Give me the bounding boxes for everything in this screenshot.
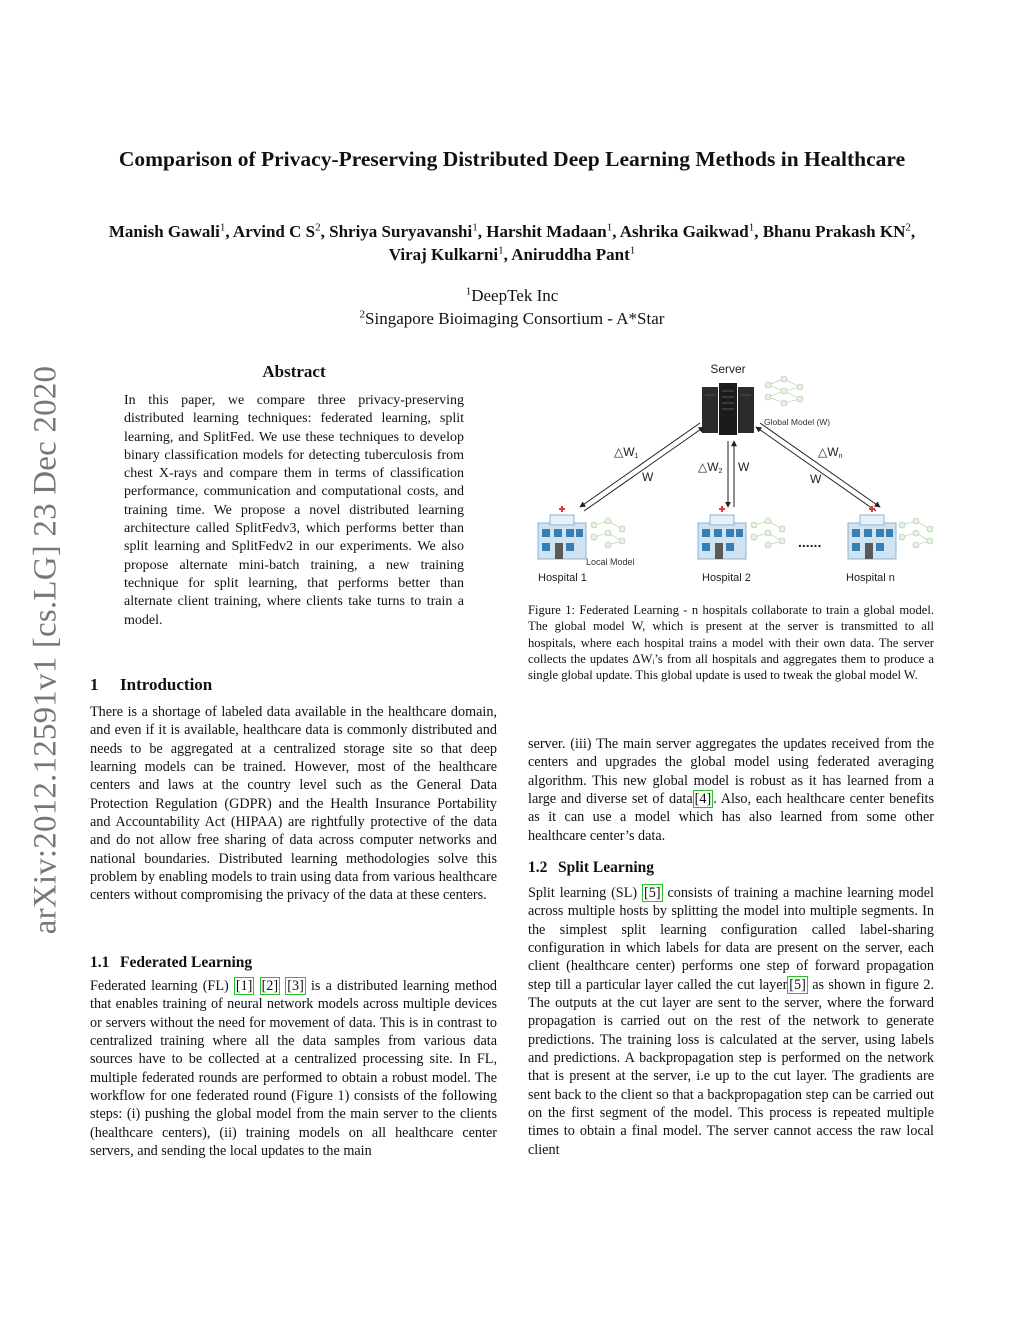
global-model-network-icon bbox=[765, 376, 803, 406]
federated-learning-paragraph: Federated learning (FL) [1] [2] [3] is a distributed learning method that enables training of neural network models across multiple devices or servers without the need for movement of data. This is in contrast to centralized training where all the data samples from various data sources have to be collected at a centralized processing site. In FL, multiple federated rounds are performed to obtain a robust model. The workflow for one federated round (Figure 1) consists of the following steps: (i) pushing the global model from the main server to the clients (healthcare centers), (ii) training models on all healthcare center servers, and sending the local updates to the main bbox=[90, 978, 498, 1160]
server-icon bbox=[702, 383, 754, 435]
affiliation: $^1$DeepTek Inc bbox=[465, 285, 559, 305]
local-model-network-icon bbox=[899, 518, 933, 548]
arxiv-side-label bbox=[18, 350, 74, 950]
subsection-heading: 1.1 Federated Learning bbox=[90, 954, 253, 971]
delta-w-label: △W2 bbox=[698, 460, 723, 475]
author: Bhanu Prakash KN bbox=[762, 222, 906, 241]
w-label: W bbox=[738, 460, 750, 474]
split-learning-paragraph: Split learning (SL) [5] consists of training a machine learning model across multiple hosts by splitting the model into multiple segments. In the simplest split learning configuration called label-sharing configuration in which labels for data are present on the server, each client (healthcare center) performs one step of forward propagation step till a particular layer called the cut layer [5] as shown in figure 2. The outputs at the cut layer are sent to the server, where the forward propagation is carried out on the rest of the network to generate predictions. The training loss is calculated at the server, using labels and predictions. A backpropagation step is performed on the network that is present at the server, i.e up to the cut layer. The gradients are sent back to the client so that a backpropagation step can be carried out on the first segment of the model. This process is repeated multiple times to obtain a final model. The server cannot access the raw local client bbox=[528, 885, 934, 1158]
author: Manish Gawali bbox=[108, 222, 220, 241]
update-arrows bbox=[580, 423, 880, 511]
w-label: W bbox=[810, 472, 822, 486]
citation-link[interactable]: [5] bbox=[789, 976, 806, 993]
author: Aniruddha Pant bbox=[511, 245, 630, 264]
section-heading: 1 Introduction bbox=[90, 675, 213, 694]
local-model-label: Local Model bbox=[586, 557, 635, 567]
local-model-network-icon bbox=[591, 518, 625, 548]
author: Harshit Madaan bbox=[486, 222, 607, 241]
subsection-heading: 1.2 Split Learning bbox=[528, 859, 655, 876]
affiliations bbox=[200, 284, 824, 330]
author: Shriya Suryavanshi bbox=[329, 222, 473, 241]
local-model-network-icon bbox=[751, 518, 785, 548]
hospital-icon bbox=[698, 506, 746, 559]
hospital-label: Hospital 2 bbox=[702, 572, 751, 584]
federated-learning-continued: server. (iii) The main server aggregates the updates received from the centers and upgrades the global model using federated averaging algorithm. This new global model is robust as it has learned from a large and diverse set of data [4] . Also, each healthcare center benefits as it can use a model which has also learned from some other healthcare center’s data. bbox=[528, 736, 934, 844]
author: Arvind C S bbox=[232, 222, 316, 241]
intro-paragraph: There is a shortage of labeled data available in the healthcare domain, and even if it is available, healthcare data is commonly distributed and needs to be aggregated at a centralized storage site so that deep learning models can be trained. However, most of the healthcare centers and laws at the country level such as the General Data Protection Regulation (GDPR) and the Health Insurance Portability and Accountability Act (HIPAA) are rightfully protective of the data and do not allow free sharing of data across computer networks and national boundaries. Distributed learning methodologies solve this problem by enabling models to train using data from various healthcare centers without compromising the privacy of the data at these centers. bbox=[90, 704, 497, 904]
ellipsis: ...... bbox=[798, 534, 822, 550]
author-list: Manish Gawali$^1$, Arvind C $S^2$, Shriya Suryavanshi$^1$, Harshit Madaan$^1$, Ashrika Gaikwad$^1$, Bhanu Prakash $KN^2$, Viraj Kulkarni$^1$, Aniruddha Pant$^1$ bbox=[108, 221, 916, 264]
abstract-heading: Abstract bbox=[262, 362, 326, 381]
paper-title: Comparison of Privacy-Preserving Distributed Deep Learning Methods in Healthcare bbox=[118, 147, 906, 171]
citation-link[interactable]: [5] bbox=[644, 885, 661, 901]
author: Ashrika Gaikwad bbox=[619, 222, 749, 241]
affiliation: $^2$Singapore Bioimaging Consortium - A*Star bbox=[359, 308, 665, 328]
hospital-icon bbox=[538, 506, 586, 559]
citation-link[interactable]: [1] bbox=[235, 978, 253, 994]
hospital-label: Hospital n bbox=[846, 572, 895, 584]
global-model-label: Global Model (W) bbox=[764, 417, 831, 427]
citation-link[interactable]: [3] bbox=[287, 978, 304, 994]
hospital-label: Hospital 1 bbox=[538, 572, 587, 584]
w-label: W bbox=[642, 470, 654, 484]
figure-caption: Figure 1: Federated Learning - n hospitals collaborate to train a global model. The global model W, which is present at the server is transmitted to all hospitals, where each hospital trains a model with their own data. The server collects the updates ΔWᵢ’s from all hospitals and aggregates them to produce a single global update. This global update is used to tweak the global model W. bbox=[528, 603, 934, 683]
server-label: Server bbox=[710, 362, 746, 376]
abstract-text: In this paper, we compare three privacy-preserving distributed learning techniques: federated learning, split learning, and SplitFed. We use these techniques to develop binary classification models for detecting tuberculosis from chest X-rays and compare them in terms of classification performance, communication and computational costs, and training time. We propose a novel distributed learning architecture called SplitFedv3, which performs better than split learning and SplitFedv2 in our experiments. We also propose alternate mini-batch training, a new training technique for split learning, that performs better than alternate client training, where clients take turns to train a model. bbox=[124, 393, 464, 628]
figure-federated-learning bbox=[528, 355, 936, 587]
citation-link[interactable]: [4] bbox=[694, 791, 712, 808]
delta-w-label: △W1 bbox=[614, 445, 639, 460]
hospital-icon bbox=[848, 506, 896, 559]
arxiv-id: arXiv:2012.12591v1 [cs.LG] 23 Dec 2020 bbox=[27, 365, 64, 935]
citation-link[interactable]: [2] bbox=[261, 978, 279, 994]
delta-w-label: △Wn bbox=[818, 445, 843, 460]
author: Viraj Kulkarni bbox=[388, 245, 499, 264]
